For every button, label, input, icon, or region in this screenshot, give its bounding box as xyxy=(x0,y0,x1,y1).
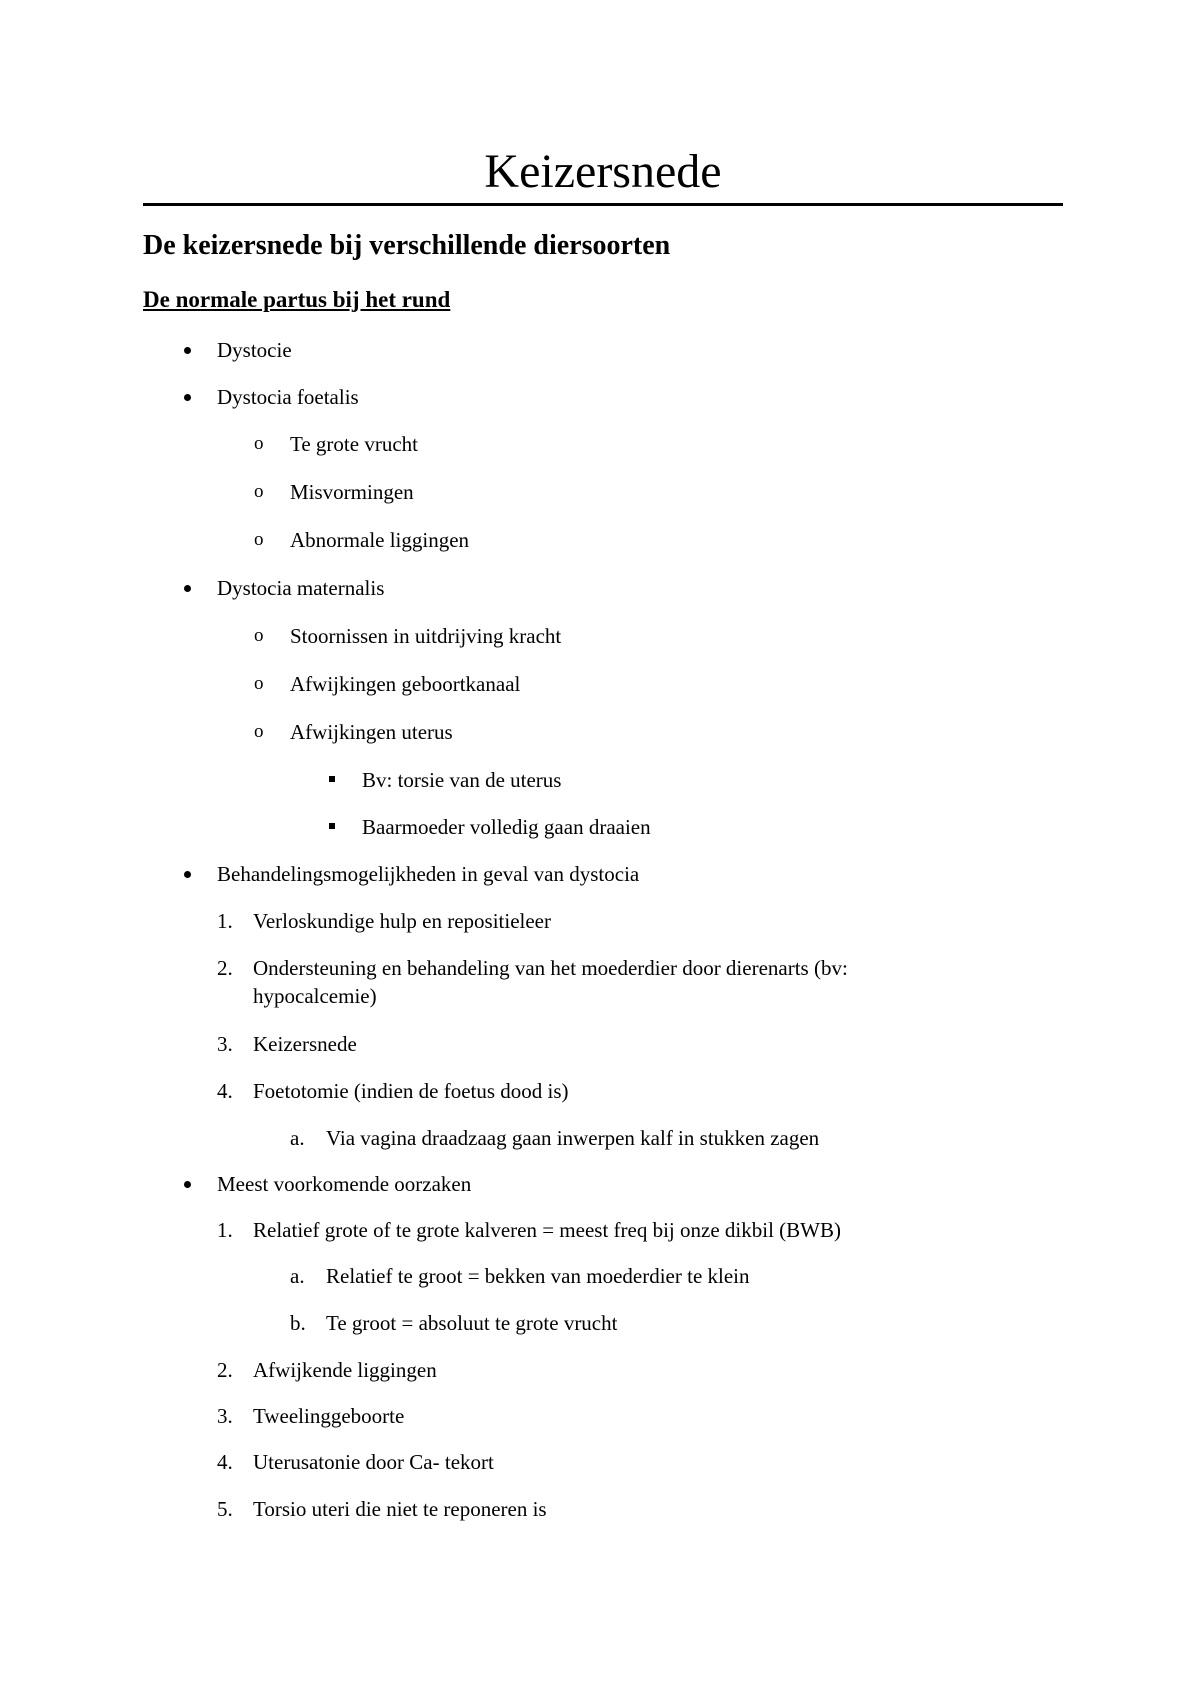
circle-bullet-icon: o xyxy=(254,625,264,646)
list-number: 5. xyxy=(217,1497,233,1521)
square-bullet-icon xyxy=(329,776,335,782)
list-number: 2. xyxy=(217,1358,233,1382)
subsection-heading: De normale partus bij het rund xyxy=(143,287,451,312)
circle-bullet-icon: o xyxy=(254,673,264,694)
circle-bullet-icon: o xyxy=(254,529,264,550)
circle-bullet-icon: o xyxy=(254,433,264,454)
section-heading: De keizersnede bij verschillende diersoorten xyxy=(143,230,671,261)
list-number: 3. xyxy=(217,1032,233,1056)
list-item-continuation: hypocalcemie) xyxy=(253,984,377,1008)
bullet-icon xyxy=(184,1181,191,1188)
document-page: Keizersnede De keizersnede bij verschillende diersoorten De normale partus bij het rund Dystocie Dystocia foetalis o Te grote vrucht o Misvormingen o Abnormale liggingen Dystocia maternalis o Stoornissen in uitdrijving kracht o Afwijkingen geboortkanaal o Afwijkingen uterus Bv: torsie van de uterus Baarmoeder volledig gaan draaien Behandelingsmogelijkheden in geval van dystocia 1. Verloskundige hulp en repositieleer 2. Ondersteuning en behandeling van het moederdier door dierenarts (bv: hypocalcemie) 3. Keizersnede 4. Foetotomie (indien de foetus dood is) a. Via vagina draadzaag gaan inwerpen kalf in stukken zagen Meest voorkomende oorzaken 1. Relatief grote of te grote kalveren = meest freq bij onze dikbil (BWB) a. Relatief te groot = bekken van moederdier te klein b. Te groot = absoluut te grote vrucht 2. Afwijkende liggingen 3. Tweelinggeboorte 4. Uterusatonie door Ca- tekort 5. Torsio uteri die niet te reponeren is xyxy=(0,0,1200,1698)
document-title: Keizersnede xyxy=(484,145,722,198)
square-bullet-icon xyxy=(329,823,335,829)
bullet-icon xyxy=(184,347,191,354)
list-number: 1. xyxy=(217,1218,233,1242)
bullet-icon xyxy=(184,871,191,878)
bullet-icon xyxy=(184,585,191,592)
list-number: 3. xyxy=(217,1404,233,1428)
circle-bullet-icon: o xyxy=(254,481,264,502)
bullet-icon xyxy=(184,394,191,401)
list-letter: a. xyxy=(290,1126,305,1150)
list-letter: b. xyxy=(290,1311,306,1335)
list-number: 1. xyxy=(217,909,233,933)
circle-bullet-icon: o xyxy=(254,721,264,742)
list-number: 2. xyxy=(217,956,233,980)
list-letter: a. xyxy=(290,1264,305,1288)
list-number: 4. xyxy=(217,1450,233,1474)
list-number: 4. xyxy=(217,1079,233,1103)
title-underline-rule xyxy=(143,203,1063,206)
